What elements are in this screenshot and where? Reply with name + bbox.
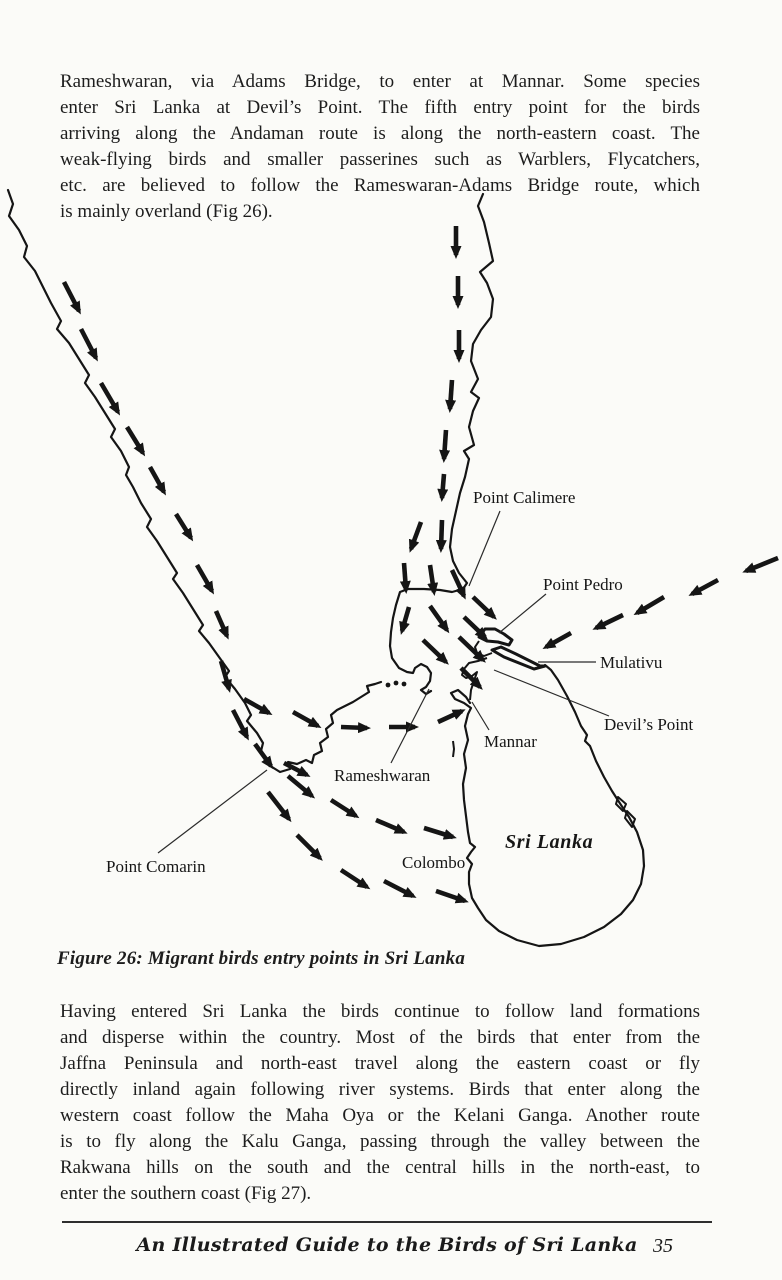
route-arrow-palk-strait-fan [423,640,446,662]
jaffna-islands-strip [492,647,545,669]
route-arrow-india-west-coast-route [101,383,118,412]
text-line: western coast follow the Maha Oya or the Kelani Ganga. Another route [60,1105,700,1126]
map-label-mulativu: Mulativu [600,653,663,672]
india-coastline [8,190,493,772]
map-label-point-comarin: Point Comarin [106,857,206,876]
sri-lanka-coastline [451,629,644,946]
route-arrow-west-coast-upper-stream [376,820,404,832]
route-arrow-india-west-coast-route [216,611,227,636]
route-arrow-west-coast-lower-stream [341,870,367,887]
route-arrow-palk-strait-fan [430,565,434,592]
adams-bridge-islets [386,681,407,688]
place-labels [106,488,694,876]
route-arrow-west-coast-upper-stream [424,828,453,837]
route-arrow-palk-strait-fan [473,597,494,617]
map-label-colombo: Colombo [402,853,466,872]
india-west-coast [8,190,381,772]
map-label-mannar: Mannar [484,732,537,751]
text-line: Having entered Sri Lanka the birds continue to follow land formations [60,1001,700,1022]
leader-line-point-pedro [499,594,546,633]
route-arrow-west-coast-upper-stream [288,776,312,796]
figure-caption: Figure 26: Migrant birds entry points in Sri Lanka [57,948,466,969]
map-label-point-pedro: Point Pedro [543,575,623,594]
text-line: Jaffna Peninsula and north-east travel along the eastern coast or fly [60,1053,700,1074]
route-arrow-west-coast-lower-stream [297,835,320,858]
route-arrow-adams-bridge-route [438,711,462,722]
route-arrow-india-west-coast-route [176,514,191,538]
leader-line-point-calimere [469,511,500,586]
map-label-point-calimere: Point Calimere [473,488,576,507]
route-arrow-palk-strait-fan [430,606,447,630]
leader-line-mannar [472,702,489,730]
route-arrow-andaman-route [444,430,446,459]
text-line: enter the southern coast (Fig 27). [60,1183,312,1204]
text-line: Rameshwaran, via Adams Bridge, to enter at Mannar. Some species [60,71,700,92]
route-arrow-west-coast-lower-stream [384,881,413,896]
route-arrow-palk-strait-fan [464,617,485,637]
route-arrow-india-west-coast-route [150,467,164,492]
route-arrow-palk-strait-fan [404,563,406,590]
text-line: etc. are believed to follow the Rameswaran-Adams Bridge route, which [60,175,700,196]
text-line: directly inland again following river systems. Birds that enter along the [60,1079,700,1100]
route-arrow-andaman-route [442,474,444,498]
route-arrow-india-west-coast-route [64,282,79,311]
route-arrow-andaman-route [450,380,452,409]
page-footer [62,1234,712,1256]
map-label-sri-lanka-country: Sri Lanka [505,831,594,853]
page-number: 35 [653,1235,673,1257]
map-label-rameshwaran: Rameshwaran [334,766,431,785]
text-line: arriving along the Andaman route is along the north-eastern coast. The [60,123,700,144]
route-arrow-west-coast-lower-stream [436,891,465,901]
leader-line-point-comarin [158,770,267,853]
route-arrow-west-coast-upper-stream [331,800,356,816]
route-arrow-india-west-coast-route [81,329,96,358]
route-arrow-andaman-route [441,520,442,549]
text-line: Rakwana hills on the south and the central hills in the north-east, to [60,1157,700,1178]
route-arrow-palk-strait-fan [402,607,409,631]
route-arrow-india-west-coast-route [127,427,143,453]
text-line: and disperse within the country. Most of the birds that enter from the [60,1027,700,1048]
footer-book-title: An Illustrated Guide to the Birds of Sri Lanka [136,1234,638,1256]
route-arrow-eastern-route [637,597,664,613]
route-arrow-eastern-route [692,580,718,594]
route-arrow-eastern-route [596,615,623,628]
route-arrow-andaman-route [411,522,421,549]
map-label-devils-point: Devil’s Point [604,715,694,734]
route-arrow-west-coast-lower-stream [268,792,289,819]
text-line: is mainly overland (Fig 26). [60,201,273,222]
leader-line-devils-point [494,670,609,716]
route-arrow-adams-bridge-route [341,727,367,728]
footer-rule [62,1221,712,1223]
text-line: is to fly along the Kalu Ganga, passing through the valley between the [60,1131,700,1152]
text-line: enter Sri Lanka at Devil’s Point. The fifth entry point for the birds [60,97,700,118]
route-arrow-adams-bridge-route [293,712,318,726]
bottom-paragraph [60,999,700,1207]
route-arrow-india-west-coast-route [233,710,247,737]
route-arrow-eastern-route [546,633,571,647]
west-coast-islet [453,741,454,757]
route-arrow-eastern-route [746,558,778,571]
route-arrow-palk-strait-fan [459,637,483,660]
route-arrow-india-west-coast-route [197,565,212,591]
sri-lanka-outline [451,665,644,946]
text-line: weak-flying birds and smaller passerines such as Warblers, Flycatchers, [60,149,700,170]
